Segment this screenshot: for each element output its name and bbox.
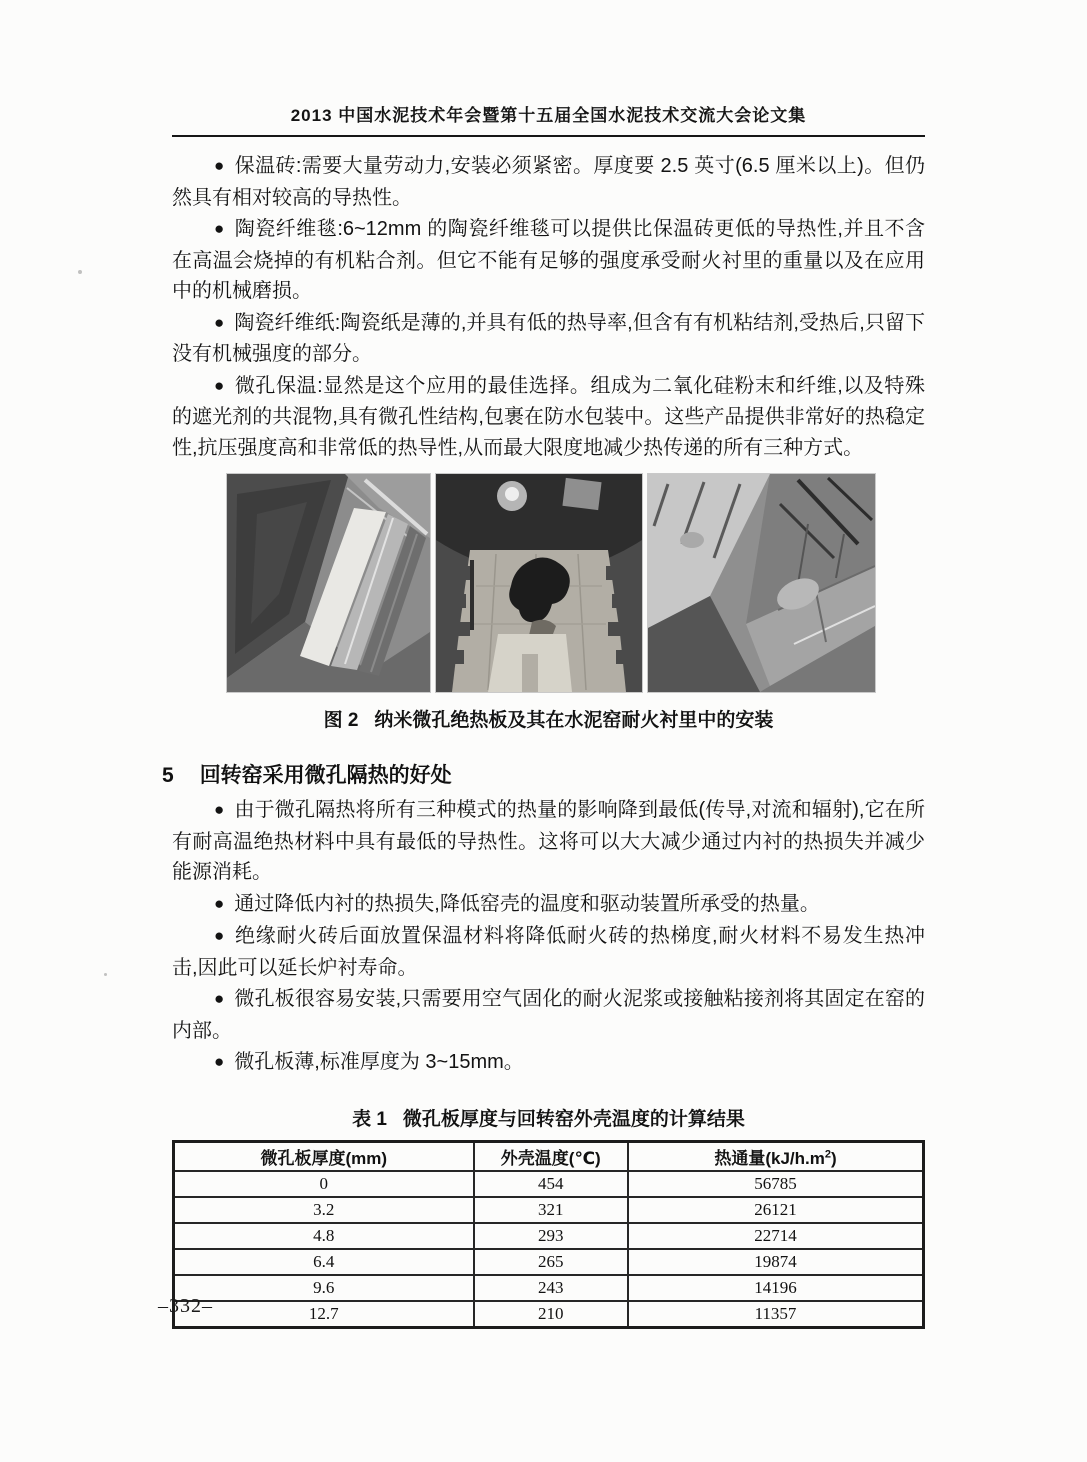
table-row: [174, 1301, 924, 1328]
proceedings-title: 2013 中国水泥技术年会暨第十五届全国水泥技术交流大会论文集: [290, 106, 807, 125]
cell-shell-temp: 293: [474, 1223, 629, 1249]
figure2-caption: [172, 705, 925, 732]
page-content: [162, 0, 925, 1329]
cell-shell-temp: 210: [474, 1301, 629, 1328]
bullet-icon: ●: [214, 800, 225, 819]
table-row: [174, 1275, 924, 1301]
paragraph-text: 微孔保温:显然是这个应用的最佳选择。组成为二氧化硅粉末和纤维,以及特殊的遮光剂的共混物,具有微孔性结构,包裹在防水包装中。这些产品提供非常好的热稳定性,抗压强度高和非常低的热导性,从而最大限度地减少热传递的所有三种方式。: [172, 374, 925, 459]
bullet-icon: ●: [214, 312, 225, 332]
table-label: 表 1: [352, 1108, 387, 1130]
microporous-insulation-boards-photo: [227, 474, 430, 692]
bullet-paragraph: [172, 795, 925, 888]
cell-thickness: 6.4: [174, 1249, 474, 1275]
bullet-paragraph: [172, 984, 925, 1046]
paragraph-text: 绝缘耐火砖后面放置保温材料将降低耐火砖的热梯度,耐火材料不易发生热冲击,因此可以延长炉衬寿命。: [172, 925, 925, 979]
heat-flux-unit-suffix: ): [830, 1148, 837, 1168]
paragraph-text: 由于微孔隔热将所有三种模式的热量的影响降到最低(传导,对流和辐射),它在所有耐高温绝热材料中具有最低的导热性。这将可以大大减少通过内衬的热损失并减少能源消耗。: [172, 799, 925, 883]
figure2-photo-strip: [227, 474, 925, 692]
bullet-icon: ●: [214, 375, 225, 395]
bullet-icon: ●: [214, 989, 225, 1008]
paragraph-text: 保温砖:需要大量劳动力,安装必须紧密。厚度要 2.5 英寸(6.5 厘米以上)。但仍然具有相对较高的导热性。: [172, 155, 925, 209]
cell-shell-temp: 321: [474, 1197, 629, 1223]
paragraph-text: 微孔板薄,标准厚度为 3~15mm。: [234, 1051, 524, 1073]
bullet-icon: ●: [214, 156, 225, 175]
table-header-row: [174, 1141, 924, 1171]
paragraph-text: 陶瓷纤维毯:6~12mm 的陶瓷纤维毯可以提供比保温砖更低的导热性,并且不含在高温会烧掉的有机粘合剂。但它不能有足够的强度承受耐火衬里的重量以及在应用中的机械磨损。: [172, 218, 925, 302]
cell-thickness: 4.8: [174, 1223, 474, 1249]
bullet-icon: ●: [214, 893, 225, 913]
insulation-boards-illustration: [227, 474, 430, 692]
bullet-paragraph: [172, 214, 925, 307]
page-number: –332–: [158, 1295, 213, 1317]
refractory-brick-lining-photo: [648, 474, 875, 692]
header-divider: [172, 135, 925, 137]
paragraph-text: 微孔板很容易安装,只需要用空气固化的耐火泥浆或接触粘接剂将其固定在窑的内部。: [172, 988, 925, 1042]
bullet-paragraph: [172, 889, 925, 921]
scan-speck: [78, 270, 82, 274]
section-title: 回转窑采用微孔隔热的好处: [199, 764, 452, 787]
cell-heat-flux: 11357: [628, 1301, 924, 1328]
table1-caption: [172, 1104, 925, 1131]
cell-heat-flux: 14196: [628, 1275, 924, 1301]
table-caption-text: 微孔板厚度与回转窑外壳温度的计算结果: [402, 1108, 745, 1130]
bullet-icon: ●: [214, 219, 225, 238]
figure-caption-text: 纳米微孔绝热板及其在水泥窑耐火衬里中的安装: [374, 710, 774, 731]
bullet-paragraph: [172, 371, 925, 464]
bullet-paragraph: [172, 1047, 925, 1079]
cell-shell-temp: 454: [474, 1171, 629, 1197]
cell-shell-temp: 243: [474, 1275, 629, 1301]
section5-bullet-list: [172, 795, 925, 1079]
paragraph-text: 陶瓷纤维纸:陶瓷纸是薄的,并具有低的热导率,但含有有机粘结剂,受热后,只留下没有机械强度的部分。: [172, 311, 925, 365]
paragraph-text: 通过降低内衬的热损失,降低窑壳的温度和驱动装置所承受的热量。: [234, 892, 820, 915]
table-row: [174, 1171, 924, 1197]
cell-heat-flux: 22714: [628, 1223, 924, 1249]
column-header-thickness: 微孔板厚度(mm): [174, 1141, 474, 1171]
table-row: [174, 1249, 924, 1275]
intro-bullet-list: [172, 151, 925, 463]
kiln-interior-installation-photo: [436, 474, 642, 692]
column-header-shell-temp: 外壳温度(℃): [474, 1141, 629, 1171]
section5-heading: [162, 759, 925, 789]
bullet-icon: ●: [214, 926, 225, 945]
bullet-paragraph: [172, 308, 925, 370]
bullet-icon: ●: [214, 1052, 225, 1071]
cell-thickness: 3.2: [174, 1197, 474, 1223]
figure-label: 图 2: [323, 710, 359, 731]
cell-heat-flux: 26121: [628, 1197, 924, 1223]
cell-shell-temp: 265: [474, 1249, 629, 1275]
brick-lining-illustration: [648, 474, 875, 692]
heat-flux-unit-exponent: 2: [824, 1147, 831, 1160]
table-row: [174, 1223, 924, 1249]
bullet-paragraph: [172, 921, 925, 983]
cell-thickness: 12.7: [174, 1301, 474, 1328]
bullet-paragraph: [172, 151, 925, 213]
section-number: 5: [162, 764, 174, 787]
cell-thickness: 0: [174, 1171, 474, 1197]
table-row: [174, 1197, 924, 1223]
cell-heat-flux: 19874: [628, 1249, 924, 1275]
column-header-heat-flux: [628, 1141, 924, 1171]
table1: [172, 1140, 925, 1329]
heat-flux-unit-prefix: 热通量(kJ/h.m: [714, 1148, 825, 1168]
cell-thickness: 9.6: [174, 1275, 474, 1301]
cell-heat-flux: 56785: [628, 1171, 924, 1197]
kiln-interior-illustration: [436, 474, 642, 692]
scan-speck: [104, 973, 107, 976]
